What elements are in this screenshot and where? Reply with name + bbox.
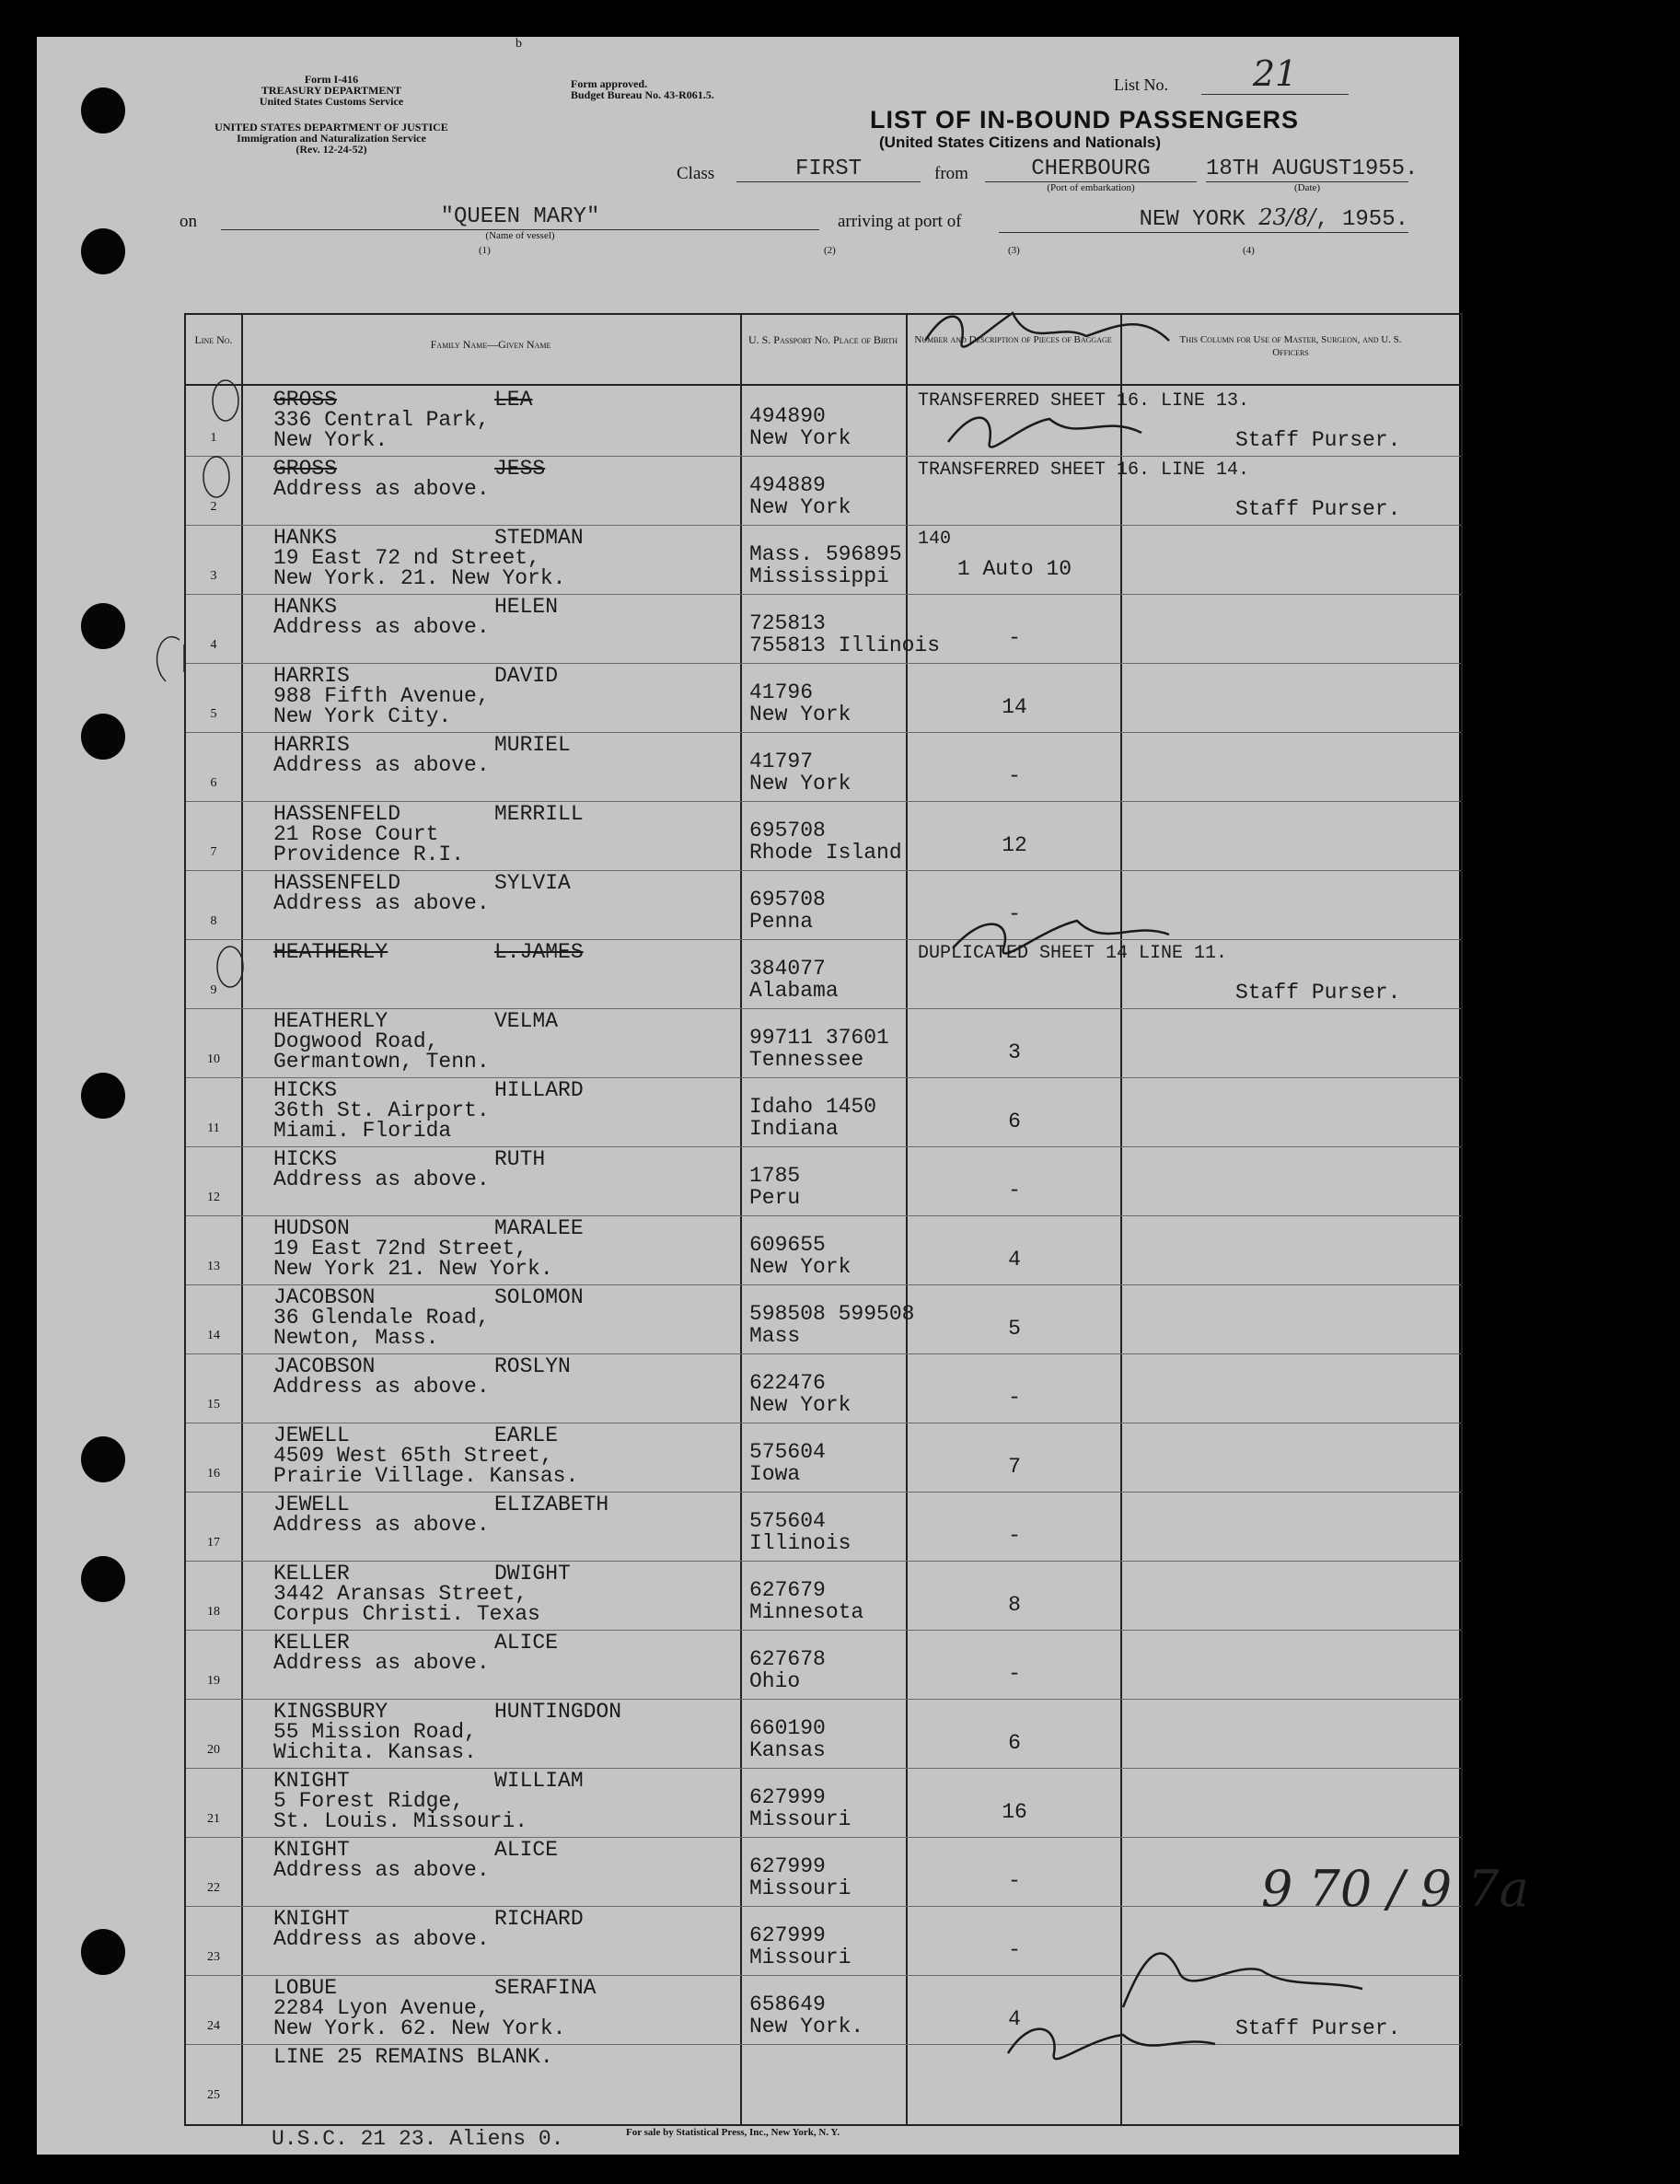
handwritten-marks [37, 37, 1529, 2155]
passport-number: 575604 [749, 1509, 826, 1533]
baggage-count: - [1008, 764, 1021, 788]
purser-signatures [925, 313, 1362, 2059]
address-line-2: St. Louis. Missouri. [273, 1809, 528, 1833]
address-line-1: Dogwood Road, [273, 1029, 439, 1053]
baggage-count: - [1008, 1938, 1021, 1962]
caption-2: (2) [824, 245, 836, 256]
address-line-2: New York City. [273, 704, 452, 728]
baggage-count: - [1008, 626, 1021, 650]
officer-note-2: Staff Purser. [1235, 981, 1401, 1005]
family-name: HEATHERLY [273, 1009, 388, 1033]
baggage-count: 5 [1008, 1317, 1021, 1341]
address-line-1: 988 Fifth Avenue, [273, 684, 490, 708]
baggage-count: - [1008, 1869, 1021, 1893]
address-line-1: Address as above. [273, 891, 490, 915]
family-name: KELLER [273, 1562, 350, 1586]
place-of-birth: Ohio [749, 1669, 801, 1693]
handwritten-count: 9 70 / 9 7a [1261, 1860, 1529, 1918]
baggage-count: - [1008, 1179, 1021, 1202]
passport-number: 598508 599508 [749, 1302, 915, 1326]
family-name: HICKS [273, 1078, 338, 1102]
line-tick-marks [157, 380, 243, 987]
place-of-birth: 755813 Illinois [749, 633, 941, 657]
passport-number: 41797 [749, 749, 814, 773]
family-name: HANKS [273, 526, 338, 550]
place-of-birth: New York [749, 426, 852, 450]
passport-number: 660190 [749, 1716, 826, 1740]
line-number: 23 [207, 1950, 220, 1964]
family-name: KELLER [273, 1631, 350, 1655]
passport-number: 725813 [749, 611, 826, 635]
line-number: 16 [207, 1467, 220, 1481]
given-name: ELIZABETH [494, 1493, 609, 1516]
line-number: 1 [210, 431, 217, 445]
justice-dept: UNITED STATES DEPARTMENT OF JUSTICE [214, 121, 448, 134]
baggage-count: 6 [1008, 1109, 1021, 1133]
passport-number: 575604 [749, 1440, 826, 1464]
given-name: EARLE [494, 1423, 559, 1447]
baggage-count: 1 Auto 10 [956, 557, 1072, 581]
place-of-birth: Mass [749, 1324, 801, 1348]
given-name: ALICE [494, 1838, 559, 1862]
passport-number: 494890 [749, 404, 826, 428]
place-of-birth: New York [749, 772, 852, 796]
passport-number: 658649 [749, 1992, 826, 2016]
col-header-officers: This Column for Use of Master, Surgeon, and U. S. Officers [1179, 334, 1402, 358]
address-line-2: New York. 62. New York. [273, 2016, 566, 2040]
from-label: from [934, 164, 968, 183]
place-of-birth: Minnesota [749, 1600, 864, 1624]
family-name: LINE 25 REMAINS BLANK. [273, 2045, 553, 2069]
baggage-count: 16 [1002, 1800, 1027, 1824]
baggage-count: - [1008, 1662, 1021, 1686]
place-of-birth: Missouri [749, 1876, 852, 1900]
address-line-1: Address as above. [273, 1651, 490, 1675]
class-label: Class [677, 164, 715, 183]
passport-number: 41796 [749, 680, 814, 704]
date-caption: (Date) [1293, 182, 1321, 193]
address-line-1: Address as above. [273, 1927, 490, 1951]
officer-note: 140 [918, 529, 952, 550]
col-header-passport: U. S. Passport No. Place of Birth [747, 333, 898, 346]
passport-number: 609655 [749, 1233, 826, 1257]
given-name: L.JAMES [494, 940, 584, 964]
family-name: HICKS [273, 1147, 338, 1171]
form-approved: Form approved. [571, 77, 648, 90]
family-name: JACOBSON [273, 1285, 376, 1309]
given-name: SYLVIA [494, 871, 571, 895]
place-of-birth: Kansas [749, 1738, 826, 1762]
place-of-birth: Illinois [749, 1531, 852, 1555]
family-name: KINGSBURY [273, 1700, 388, 1724]
vessel-name: "QUEEN MARY" [221, 204, 819, 230]
arrival-year: 1955. [1341, 207, 1408, 232]
page-title: LIST OF IN-BOUND PASSENGERS [870, 106, 1300, 134]
page-subtitle: (United States Citizens and Nationals) [879, 134, 1162, 151]
baggage-count: 14 [1002, 695, 1027, 719]
list-no-label: List No. [1114, 76, 1169, 94]
baggage-count: 6 [1008, 1731, 1021, 1755]
line-number: 15 [207, 1398, 220, 1411]
form-page [37, 37, 1529, 2155]
caption-3: (3) [1008, 245, 1020, 256]
binder-hole [81, 87, 125, 134]
family-name: HARRIS [273, 733, 350, 757]
family-name: HEATHERLY [273, 940, 388, 964]
family-name: LOBUE [273, 1976, 338, 2000]
given-name: DAVID [494, 664, 559, 688]
address-line-1: 21 Rose Court [273, 822, 439, 846]
place-of-birth: Alabama [749, 979, 839, 1003]
given-name: VELMA [494, 1009, 559, 1033]
place-of-birth: Missouri [749, 1807, 852, 1831]
line-number: 21 [207, 1812, 220, 1826]
usc-aliens-count: U.S.C. 21 23. Aliens 0. [272, 2127, 564, 2151]
baggage-count: 8 [1008, 1593, 1021, 1617]
given-name: STEDMAN [494, 526, 584, 550]
family-name: JEWELL [273, 1423, 350, 1447]
family-name: JEWELL [273, 1493, 350, 1516]
given-name: MARALEE [494, 1216, 584, 1240]
place-of-birth: Rhode Island [749, 841, 902, 865]
family-name: GROSS [273, 457, 338, 481]
given-name: ROSLYN [494, 1354, 571, 1378]
place-of-birth: Penna [749, 910, 814, 934]
top-mark: b [516, 37, 522, 51]
family-name: HARRIS [273, 664, 350, 688]
officer-note-2: Staff Purser. [1235, 428, 1401, 452]
line-number: 19 [207, 1674, 220, 1688]
address-line-1: Address as above. [273, 1513, 490, 1537]
treasury-dept: TREASURY DEPARTMENT [261, 84, 402, 97]
line-number: 13 [207, 1260, 220, 1273]
family-name: HASSENFELD [273, 871, 401, 895]
vessel-caption: (Name of vessel) [485, 230, 555, 241]
ins-service: Immigration and Naturalization Service [237, 132, 426, 145]
given-name: LEA [494, 388, 533, 412]
binder-hole [81, 603, 125, 649]
place-of-birth: Iowa [749, 1462, 801, 1486]
address-line-1: 2284 Lyon Avenue, [273, 1996, 490, 2020]
place-of-birth: New York. [749, 2015, 864, 2039]
binder-hole [81, 1073, 125, 1119]
passport-number: Idaho 1450 [749, 1095, 877, 1119]
line-number: 10 [207, 1052, 220, 1066]
col-header-name: Family Name—Given Name [430, 338, 551, 351]
given-name: DWIGHT [494, 1562, 571, 1586]
line-number: 3 [210, 569, 217, 583]
line-number: 11 [207, 1121, 220, 1135]
passport-number: 494889 [749, 473, 826, 497]
line-number: 20 [207, 1743, 220, 1757]
place-of-birth: New York [749, 1393, 852, 1417]
address-line-2: Providence R.I. [273, 842, 465, 866]
line-number: 7 [210, 845, 217, 859]
address-line-1: 36th St. Airport. [273, 1098, 490, 1122]
given-name: SOLOMON [494, 1285, 584, 1309]
officer-note: DUPLICATED SHEET 14 LINE 11. [918, 943, 1228, 964]
address-line-2: New York. 21. New York. [273, 566, 566, 590]
caption-1: (1) [479, 245, 491, 256]
family-name: KNIGHT [273, 1838, 350, 1862]
place-of-birth: Missouri [749, 1946, 852, 1969]
baggage-count: - [1008, 902, 1021, 926]
budget-bureau: Budget Bureau No. 43-R061.5. [571, 88, 714, 101]
list-no-value: 21 [1201, 53, 1349, 95]
passport-number: 627678 [749, 1647, 826, 1671]
line-number: 22 [207, 1881, 220, 1895]
given-name: JESS [494, 457, 546, 481]
address-line-2: Germantown, Tenn. [273, 1050, 490, 1074]
given-name: HILLARD [494, 1078, 584, 1102]
address-line-1: 55 Mission Road, [273, 1720, 477, 1744]
passport-number: 627999 [749, 1785, 826, 1809]
line-number: 17 [207, 1536, 220, 1550]
line-number: 9 [210, 983, 217, 997]
passport-number: 627999 [749, 1854, 826, 1878]
given-name: MERRILL [494, 802, 584, 826]
line-number: 14 [207, 1329, 220, 1342]
address-line-1: 19 East 72nd Street, [273, 1237, 528, 1260]
place-of-birth: New York [749, 703, 852, 726]
address-line-1: 19 East 72 nd Street, [273, 546, 540, 570]
address-line-1: 36 Glendale Road, [273, 1306, 490, 1330]
passport-number: 622476 [749, 1371, 826, 1395]
officer-note-2: Staff Purser. [1235, 497, 1401, 521]
place-of-birth: Tennessee [749, 1048, 864, 1072]
printer-credit: For sale by Statistical Press, Inc., New York, N. Y. [626, 2127, 840, 2138]
arrival-field: NEW YORK 23/8/, 1955. [999, 204, 1408, 233]
form-revision: (Rev. 12-24-52) [295, 143, 367, 156]
passport-number: 99711 37601 [749, 1026, 889, 1050]
place-of-birth: New York [749, 1255, 852, 1279]
date-value: 18TH AUGUST [1206, 157, 1352, 181]
officer-note-2: Staff Purser. [1235, 2016, 1401, 2040]
family-name: HASSENFELD [273, 802, 401, 826]
officer-note: TRANSFERRED SHEET 16. LINE 14. [918, 459, 1250, 481]
arrival-port: NEW YORK [1139, 207, 1246, 232]
family-name: HANKS [273, 595, 338, 619]
given-name: ALICE [494, 1631, 559, 1655]
address-line-2: New York. [273, 428, 388, 452]
address-line-2: Newton, Mass. [273, 1326, 439, 1350]
address-line-1: 4509 West 65th Street, [273, 1444, 553, 1468]
place-of-birth: Peru [749, 1186, 801, 1210]
col-header-line: Line No. [194, 333, 233, 346]
line-number: 25 [207, 2088, 220, 2102]
family-name: HUDSON [273, 1216, 350, 1240]
address-line-2: New York 21. New York. [273, 1257, 553, 1281]
port-embarkation: CHERBOURG [985, 157, 1197, 182]
binder-hole [81, 1436, 125, 1482]
given-name: RICHARD [494, 1907, 584, 1931]
binder-hole [81, 1929, 125, 1975]
binder-hole [81, 228, 125, 274]
binder-hole [81, 1556, 125, 1602]
address-line-1: Address as above. [273, 615, 490, 639]
address-line-2: Wichita. Kansas. [273, 1740, 477, 1764]
passport-number: Mass. 596895 [749, 542, 902, 566]
line-number: 24 [207, 2019, 220, 2033]
given-name: SERAFINA [494, 1976, 597, 2000]
given-name: HUNTINGDON [494, 1700, 622, 1724]
line-number: 2 [210, 500, 217, 514]
address-line-1: Address as above. [273, 1375, 490, 1399]
baggage-count: 12 [1002, 833, 1027, 857]
passport-number: 627999 [749, 1923, 826, 1947]
baggage-count: 7 [1008, 1455, 1021, 1479]
line-number: 4 [210, 638, 217, 652]
baggage-count: 4 [1008, 1248, 1021, 1272]
line-number: 5 [210, 707, 217, 721]
given-name: RUTH [494, 1147, 546, 1171]
form-number: Form I-416 [304, 73, 359, 86]
passport-number: 695708 [749, 888, 826, 912]
address-line-1: 5 Forest Ridge, [273, 1789, 465, 1813]
family-name: GROSS [273, 388, 338, 412]
port-caption: (Port of embarkation) [1047, 182, 1135, 193]
col-header-baggage: Number and Description of Pieces of Baggage [914, 334, 1112, 345]
line-number: 8 [210, 914, 217, 928]
arriving-label: arriving at port of [838, 212, 962, 231]
passport-number: 1785 [749, 1164, 801, 1188]
place-of-birth: New York [749, 495, 852, 519]
binder-hole [81, 714, 125, 760]
baggage-count: 3 [1008, 1040, 1021, 1064]
family-name: KNIGHT [273, 1907, 350, 1931]
address-line-1: 3442 Aransas Street, [273, 1582, 528, 1606]
customs-service: United States Customs Service [259, 95, 404, 108]
officer-note: TRANSFERRED SHEET 16. LINE 13. [918, 390, 1250, 412]
family-name: KNIGHT [273, 1769, 350, 1793]
baggage-count: 4 [1008, 2007, 1021, 2031]
baggage-count: - [1008, 1524, 1021, 1548]
address-line-2: Miami. Florida [273, 1119, 452, 1143]
given-name: MURIEL [494, 733, 571, 757]
address-line-1: Address as above. [273, 1168, 490, 1191]
place-of-birth: Mississippi [749, 564, 889, 588]
address-line-1: Address as above. [273, 753, 490, 777]
line-number: 6 [210, 776, 217, 790]
address-line-2: Prairie Village. Kansas. [273, 1464, 579, 1488]
passport-number: 384077 [749, 957, 826, 981]
arrival-date: 23/8/ [1258, 204, 1316, 230]
address-line-1: Address as above. [273, 477, 490, 501]
line-number: 12 [207, 1191, 220, 1204]
address-line-1: Address as above. [273, 1858, 490, 1882]
address-line-1: 336 Central Park, [273, 408, 490, 432]
given-name: WILLIAM [494, 1769, 584, 1793]
place-of-birth: Indiana [749, 1117, 839, 1141]
caption-4: (4) [1243, 245, 1255, 256]
on-label: on [180, 212, 197, 231]
passport-number: 627679 [749, 1578, 826, 1602]
passport-number: 695708 [749, 819, 826, 842]
class-value: FIRST [736, 157, 921, 182]
date-year: 1955. [1351, 157, 1419, 181]
baggage-count: - [1008, 1386, 1021, 1410]
family-name: JACOBSON [273, 1354, 376, 1378]
line-number: 18 [207, 1605, 220, 1619]
given-name: HELEN [494, 595, 559, 619]
address-line-2: Corpus Christi. Texas [273, 1602, 540, 1626]
